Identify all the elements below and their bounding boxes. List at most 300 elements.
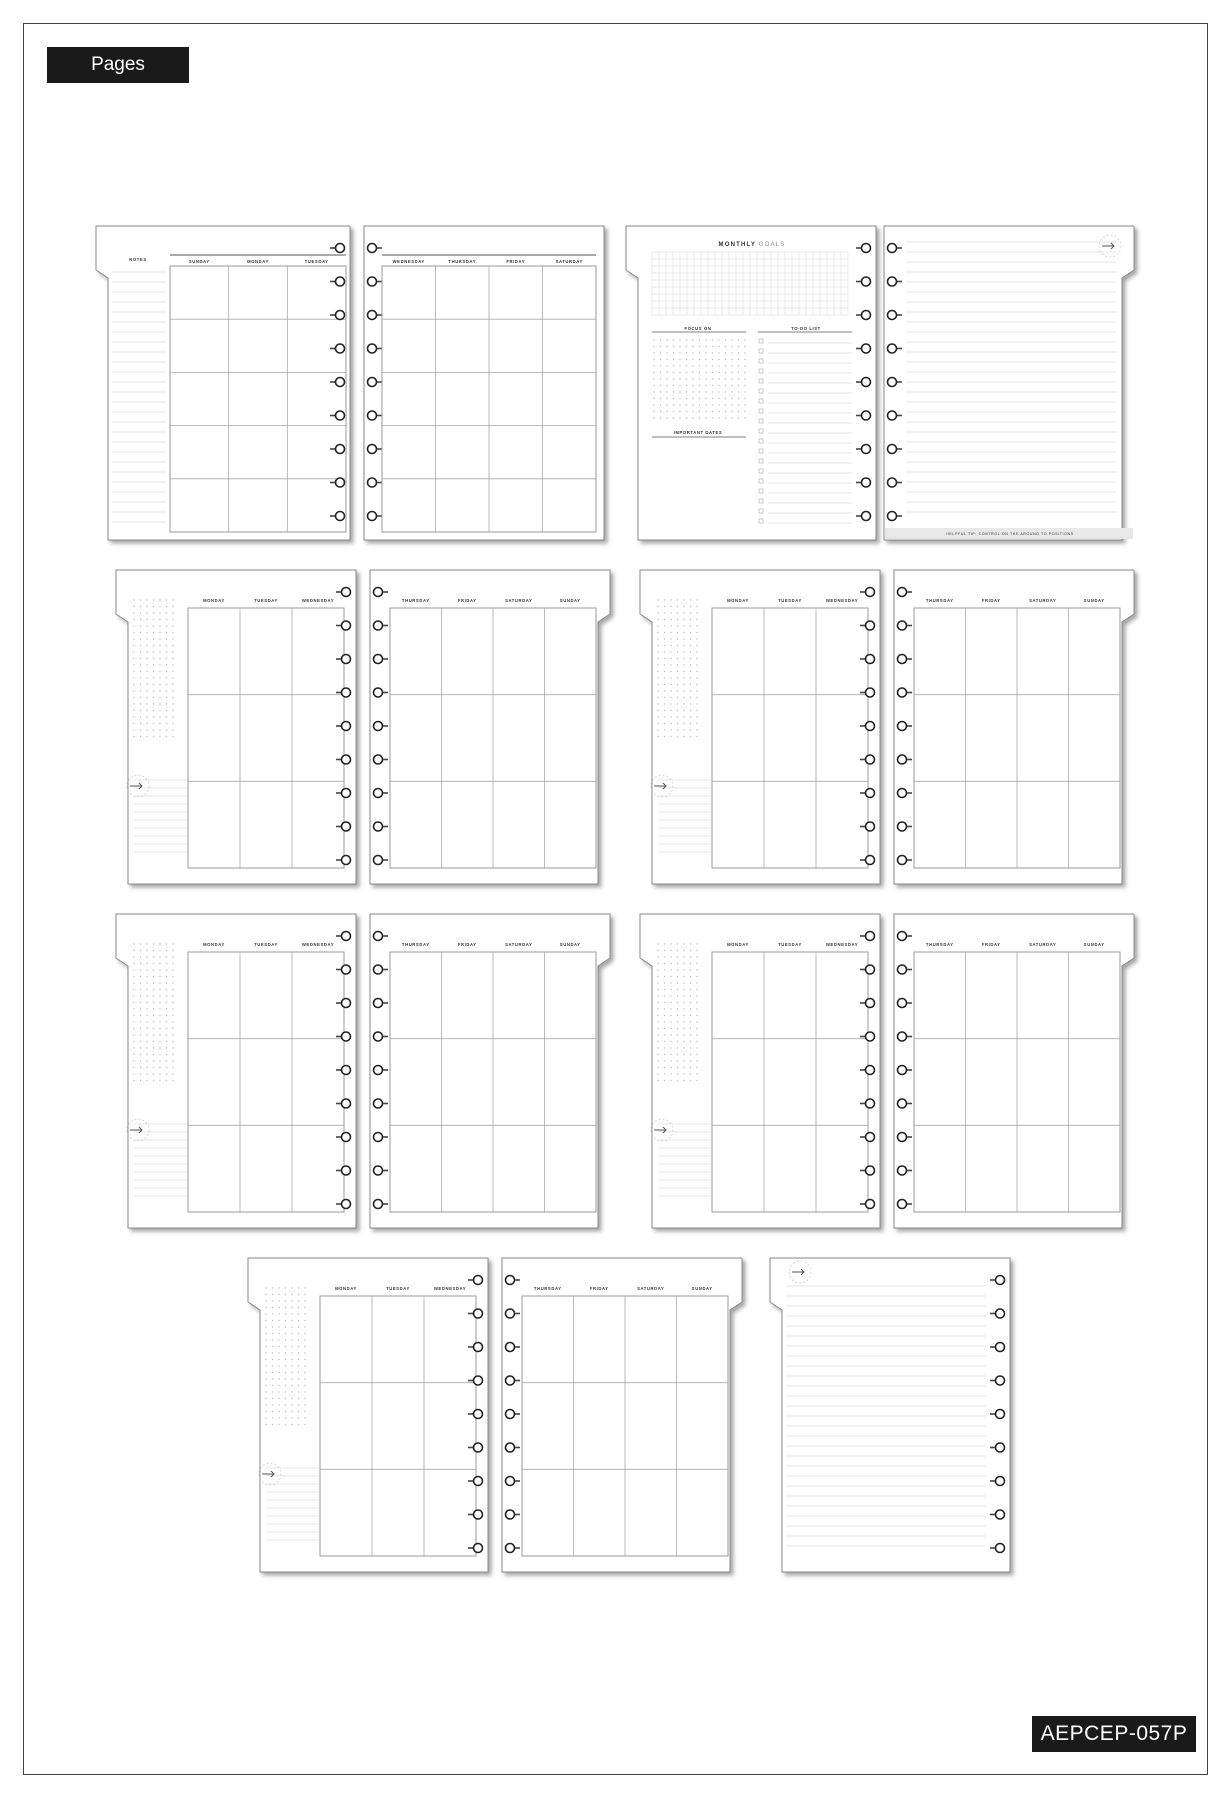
dot	[731, 411, 732, 412]
dot	[657, 943, 658, 944]
dot	[666, 346, 667, 347]
dot	[657, 619, 658, 620]
dot	[731, 372, 732, 373]
dot	[140, 606, 141, 607]
dot	[673, 385, 674, 386]
dot	[291, 1365, 292, 1366]
dot	[159, 950, 160, 951]
dot	[692, 391, 693, 392]
dot	[657, 1047, 658, 1048]
disc-hole	[374, 722, 383, 731]
dot	[166, 1002, 167, 1003]
dot	[153, 723, 154, 724]
dot	[140, 1054, 141, 1055]
week-5-right	[502, 1258, 742, 1572]
dot	[666, 398, 667, 399]
dot	[265, 1300, 266, 1301]
dot	[146, 1054, 147, 1055]
disc-hole	[368, 244, 377, 253]
dot	[146, 677, 147, 678]
dot	[683, 619, 684, 620]
dot	[153, 956, 154, 957]
dot	[664, 638, 665, 639]
dot	[683, 632, 684, 633]
dot	[683, 736, 684, 737]
dot	[146, 963, 147, 964]
dot	[172, 1028, 173, 1029]
dot	[712, 352, 713, 353]
dot	[670, 1047, 671, 1048]
dot	[690, 612, 691, 613]
dot	[278, 1346, 279, 1347]
dot	[696, 1028, 697, 1029]
dot	[699, 385, 700, 386]
disc-hole	[474, 1544, 483, 1553]
dot	[666, 391, 667, 392]
dot	[140, 658, 141, 659]
dot	[146, 989, 147, 990]
dot	[664, 619, 665, 620]
page-sheet	[248, 1258, 488, 1572]
disc-hole	[862, 478, 871, 487]
dot	[153, 736, 154, 737]
dot	[690, 736, 691, 737]
disc-hole	[342, 722, 351, 731]
dot	[172, 625, 173, 626]
disc-hole	[862, 244, 871, 253]
dot	[133, 690, 134, 691]
dot	[172, 1080, 173, 1081]
dot	[304, 1307, 305, 1308]
dot	[653, 411, 654, 412]
dot	[657, 963, 658, 964]
dot	[690, 1060, 691, 1061]
dot	[166, 1067, 167, 1068]
dot	[660, 391, 661, 392]
dot	[664, 1054, 665, 1055]
dot	[670, 625, 671, 626]
dot	[690, 950, 691, 951]
dot	[304, 1339, 305, 1340]
dot	[683, 677, 684, 678]
dot	[265, 1424, 266, 1425]
dot	[705, 372, 706, 373]
dot	[153, 1015, 154, 1016]
dot	[670, 677, 671, 678]
dot	[653, 372, 654, 373]
dot	[146, 638, 147, 639]
dot	[265, 1287, 266, 1288]
dot	[683, 1021, 684, 1022]
dot	[159, 1067, 160, 1068]
dot	[278, 1287, 279, 1288]
dot	[133, 995, 134, 996]
dot	[140, 1080, 141, 1081]
disc-hole	[374, 965, 383, 974]
disc-hole	[342, 1099, 351, 1108]
column-header: MONDAY	[203, 942, 225, 947]
dot	[670, 963, 671, 964]
disc-hole	[342, 688, 351, 697]
dot	[705, 346, 706, 347]
dot	[285, 1346, 286, 1347]
page-sheet	[96, 226, 350, 540]
dot	[666, 378, 667, 379]
dot	[699, 365, 700, 366]
dot	[657, 1080, 658, 1081]
dot	[657, 982, 658, 983]
page-sheet	[894, 914, 1134, 1228]
dot	[690, 1034, 691, 1035]
dot	[686, 359, 687, 360]
dot	[738, 346, 739, 347]
dot	[657, 651, 658, 652]
dot	[146, 697, 147, 698]
dot	[679, 359, 680, 360]
disc-hole	[474, 1510, 483, 1519]
dot	[159, 736, 160, 737]
dot	[133, 625, 134, 626]
disc-hole	[866, 789, 875, 798]
dot	[657, 632, 658, 633]
dot	[298, 1346, 299, 1347]
dot	[653, 352, 654, 353]
dot	[146, 1080, 147, 1081]
disc-hole	[342, 755, 351, 764]
dot	[718, 359, 719, 360]
page-sheet	[364, 226, 604, 540]
dot	[677, 619, 678, 620]
dot	[153, 1008, 154, 1009]
monthly-goals-page	[626, 226, 876, 540]
dot	[159, 710, 160, 711]
dot	[660, 404, 661, 405]
dot	[166, 969, 167, 970]
dot	[738, 385, 739, 386]
disc-hole	[374, 932, 383, 941]
dot	[159, 1034, 160, 1035]
disc-hole	[474, 1443, 483, 1452]
page-sheet	[884, 226, 1134, 540]
dot	[172, 1073, 173, 1074]
dot	[159, 956, 160, 957]
dot	[677, 697, 678, 698]
dot	[172, 658, 173, 659]
dot	[696, 1067, 697, 1068]
dot	[272, 1404, 273, 1405]
dot	[696, 664, 697, 665]
dot	[699, 352, 700, 353]
disc-hole	[898, 789, 907, 798]
dot	[166, 703, 167, 704]
column-header: SATURDAY	[505, 598, 533, 603]
dot	[298, 1333, 299, 1334]
dot	[718, 378, 719, 379]
column-header: THURSDAY	[448, 259, 477, 264]
dot	[272, 1307, 273, 1308]
disc-hole	[862, 378, 871, 387]
dot	[696, 995, 697, 996]
dot	[140, 1041, 141, 1042]
dot	[172, 1054, 173, 1055]
disc-hole	[336, 411, 345, 420]
disc-hole	[368, 378, 377, 387]
dot	[291, 1404, 292, 1405]
disc-hole	[368, 445, 377, 454]
dot	[285, 1398, 286, 1399]
dot	[744, 398, 745, 399]
disc-hole	[996, 1544, 1005, 1553]
dot	[304, 1352, 305, 1353]
dot	[159, 606, 160, 607]
dot	[653, 385, 654, 386]
dot	[159, 703, 160, 704]
dot	[140, 723, 141, 724]
dot	[133, 1015, 134, 1016]
dot	[690, 956, 691, 957]
dot	[159, 969, 160, 970]
dot	[172, 710, 173, 711]
disc-hole	[898, 932, 907, 941]
dot	[153, 1028, 154, 1029]
column-header: TUESDAY	[304, 259, 329, 264]
dot	[172, 729, 173, 730]
dot	[278, 1404, 279, 1405]
dot	[133, 671, 134, 672]
dot	[653, 339, 654, 340]
dot	[696, 956, 697, 957]
dot	[670, 612, 671, 613]
dot	[673, 398, 674, 399]
disc-hole	[898, 755, 907, 764]
dot	[272, 1352, 273, 1353]
dot	[133, 1021, 134, 1022]
dot	[705, 417, 706, 418]
dot	[744, 404, 745, 405]
dot	[718, 346, 719, 347]
disc-hole	[866, 588, 875, 597]
column-header: TUESDAY	[254, 942, 278, 947]
dot	[683, 703, 684, 704]
dot	[159, 723, 160, 724]
dot	[146, 969, 147, 970]
dot	[278, 1313, 279, 1314]
dot	[166, 1028, 167, 1029]
dot	[657, 606, 658, 607]
dot	[153, 1002, 154, 1003]
dot	[172, 1008, 173, 1009]
dot	[744, 378, 745, 379]
dot	[657, 1060, 658, 1061]
disc-hole	[336, 445, 345, 454]
disc-hole	[888, 445, 897, 454]
dot	[699, 378, 700, 379]
page-sheet	[116, 570, 356, 884]
dot	[690, 677, 691, 678]
dot	[146, 995, 147, 996]
disc-hole	[866, 1066, 875, 1075]
dot	[718, 365, 719, 366]
dot	[683, 710, 684, 711]
dot	[690, 632, 691, 633]
dot	[725, 372, 726, 373]
dot	[265, 1326, 266, 1327]
dot	[670, 1067, 671, 1068]
dot	[664, 969, 665, 970]
dot	[718, 417, 719, 418]
dot	[699, 372, 700, 373]
dot	[664, 651, 665, 652]
week-3-right	[370, 914, 610, 1228]
disc-hole	[866, 965, 875, 974]
dot	[683, 982, 684, 983]
dot	[660, 417, 661, 418]
dot	[159, 625, 160, 626]
dot	[677, 658, 678, 659]
dot	[166, 658, 167, 659]
dot	[670, 1080, 671, 1081]
dot	[172, 969, 173, 970]
dot	[159, 989, 160, 990]
dot	[664, 1080, 665, 1081]
dot	[705, 352, 706, 353]
dot	[166, 638, 167, 639]
dot	[690, 1080, 691, 1081]
disc-hole	[342, 965, 351, 974]
disc-hole	[374, 1066, 383, 1075]
dot	[133, 1067, 134, 1068]
dot	[696, 1060, 697, 1061]
dot	[712, 391, 713, 392]
dot	[673, 365, 674, 366]
week-1-left	[116, 570, 356, 884]
dot	[664, 664, 665, 665]
dot	[265, 1307, 266, 1308]
dot	[664, 625, 665, 626]
dot	[285, 1359, 286, 1360]
disc-hole	[898, 688, 907, 697]
dot	[670, 1002, 671, 1003]
dot	[738, 365, 739, 366]
dot	[725, 411, 726, 412]
dot	[686, 339, 687, 340]
dot	[731, 378, 732, 379]
dot	[690, 716, 691, 717]
disc-hole	[374, 1200, 383, 1209]
column-headers	[203, 942, 334, 947]
dot	[670, 1054, 671, 1055]
dot	[278, 1391, 279, 1392]
dot	[304, 1365, 305, 1366]
dot	[172, 1002, 173, 1003]
dot	[172, 651, 173, 652]
disc-hole	[898, 1200, 907, 1209]
dot	[679, 346, 680, 347]
dot	[153, 703, 154, 704]
dot	[172, 736, 173, 737]
dot	[670, 1060, 671, 1061]
disc-hole	[336, 277, 345, 286]
disc-hole	[866, 1166, 875, 1175]
dot	[146, 723, 147, 724]
disc-hole	[898, 856, 907, 865]
dot	[696, 976, 697, 977]
dot	[725, 404, 726, 405]
dot	[153, 1047, 154, 1048]
dot	[660, 378, 661, 379]
dot	[159, 1054, 160, 1055]
dot	[304, 1294, 305, 1295]
dot	[677, 625, 678, 626]
dot	[696, 729, 697, 730]
dot	[725, 391, 726, 392]
dot	[291, 1424, 292, 1425]
dot	[153, 995, 154, 996]
column-header: SATURDAY	[1029, 598, 1057, 603]
dot	[679, 352, 680, 353]
dot	[738, 378, 739, 379]
dot	[696, 651, 697, 652]
dot	[664, 943, 665, 944]
dot	[172, 664, 173, 665]
dot	[664, 989, 665, 990]
dot	[146, 625, 147, 626]
dot	[272, 1300, 273, 1301]
dot	[153, 599, 154, 600]
dot	[166, 729, 167, 730]
dot	[690, 1015, 691, 1016]
dot	[657, 989, 658, 990]
dot	[738, 359, 739, 360]
dot	[298, 1424, 299, 1425]
dot	[133, 599, 134, 600]
dot	[718, 339, 719, 340]
dot	[265, 1333, 266, 1334]
disc-hole	[336, 311, 345, 320]
dot	[133, 651, 134, 652]
dot	[278, 1333, 279, 1334]
disc-hole	[996, 1376, 1005, 1385]
dot	[699, 398, 700, 399]
dot	[153, 606, 154, 607]
dot	[146, 632, 147, 633]
dot	[133, 1041, 134, 1042]
disc-hole	[866, 621, 875, 630]
todo-label: TO-DO LIST	[791, 326, 821, 331]
dot	[159, 1008, 160, 1009]
dot	[657, 1073, 658, 1074]
column-header: THURSDAY	[401, 942, 430, 947]
dot	[265, 1313, 266, 1314]
dot	[664, 612, 665, 613]
dot	[657, 716, 658, 717]
dot	[298, 1352, 299, 1353]
disc-hole	[866, 722, 875, 731]
dot	[660, 385, 661, 386]
dot	[690, 976, 691, 977]
dot	[677, 677, 678, 678]
dot	[140, 716, 141, 717]
dot	[664, 963, 665, 964]
column-header: MONDAY	[727, 598, 749, 603]
dot	[153, 684, 154, 685]
dot	[657, 612, 658, 613]
disc-hole	[862, 411, 871, 420]
dot	[153, 943, 154, 944]
dot	[172, 645, 173, 646]
dot	[664, 1041, 665, 1042]
dot	[291, 1352, 292, 1353]
